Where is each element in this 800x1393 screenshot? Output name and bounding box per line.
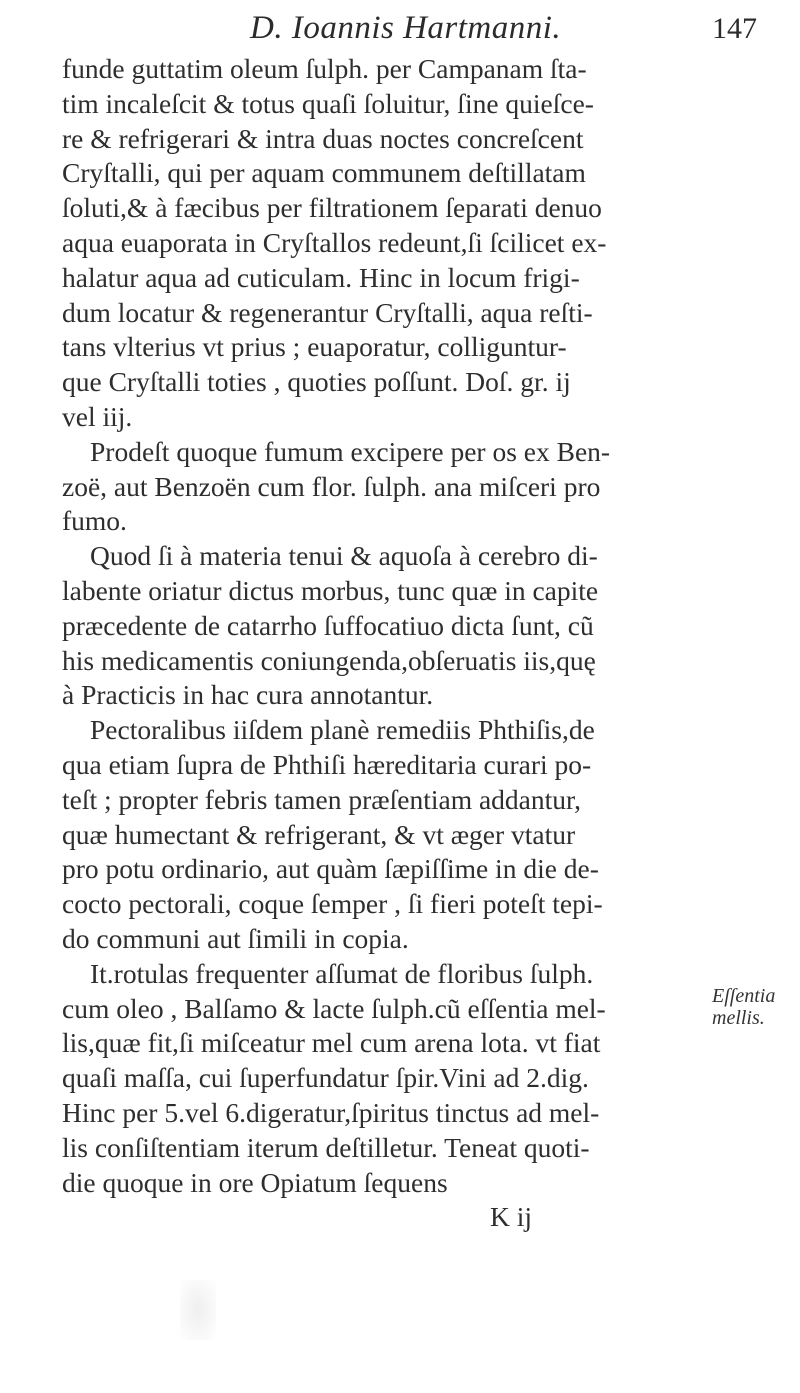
text-line: cum oleo , Balſamo & lacte ſulph.cũ eſſentia mel-: [62, 992, 606, 1024]
text-line: re & refrigerari & intra duas noctes concreſcent: [62, 122, 584, 154]
paragraph-start-line: Quod ſi à materia tenui & aquoſa à cerebro di-: [90, 540, 598, 572]
text-line: que Cryſtalli toties , quoties poſſunt. Doſ. gr. ij: [62, 366, 571, 398]
running-head-title: D. Ioannis Hartmanni.: [250, 10, 562, 46]
text-line: funde guttatim oleum ſulph. per Campanam ſta-: [62, 53, 587, 84]
signature-mark: K ij: [490, 1201, 533, 1233]
text-line: Cryſtalli, qui per aquam communem deſtillatam: [62, 157, 586, 189]
paragraph-start-line: Prodeſt quoque fumum excipere per os ex Ben-: [90, 435, 611, 467]
text-line: cocto pectorali, coque ſemper , ſi fieri poteſt tepi-: [62, 888, 603, 920]
text-line: qua etiam ſupra de Phthiſi hæreditaria curari po-: [62, 748, 592, 780]
text-line: halatur aqua ad cuticulam. Hinc in locum frigi-: [62, 261, 580, 293]
page-number: 147: [712, 12, 757, 45]
paper-smudge: [180, 1280, 216, 1340]
text-line: labente oriatur dictus morbus, tunc quæ in capite: [62, 574, 599, 606]
catchword-line: die quoque in ore Opiatum ſequens: [62, 1166, 448, 1198]
text-line: zoë, aut Benzoën cum flor. ſulph. ana miſceri pro: [62, 470, 601, 502]
text-line: dum locatur & regenerantur Cryſtalli, aqua reſti-: [62, 296, 593, 328]
text-line: vel iij.: [62, 400, 133, 432]
text-line: aqua euaporata in Cryſtallos redeunt,ſi ſcilicet ex-: [62, 226, 607, 258]
text-line: tans vlterius vt prius ; euaporatur, colliguntur-: [62, 331, 567, 363]
body-text: [62, 52, 712, 1235]
text-line: quæ humectant & refrigerant, & vt æger vtatur: [62, 818, 576, 850]
text-line: tim incaleſcit & totus quaſi ſoluitur, ſine quieſce-: [62, 87, 594, 119]
text-line: fumo.: [62, 505, 127, 537]
text-line: quaſi maſſa, cui ſuperfundatur ſpir.Vini ad 2.dig.: [62, 1062, 589, 1094]
margin-note-line: Eſſentia: [712, 985, 776, 1007]
paragraph-start-line: It.rotulas frequenter aſſumat de floribus ſulph.: [90, 957, 594, 989]
text-line: pro potu ordinario, aut quàm ſæpiſſime in die de-: [62, 853, 599, 885]
paragraph-start-line: Pectoralibus iiſdem planè remediis Phthiſis,de: [90, 714, 595, 746]
text-line: præcedente de catarrho ſuffocatiuo dicta ſunt, cũ: [62, 609, 594, 641]
margin-note-line: mellis.: [712, 1007, 765, 1029]
text-line: do communi aut ſimili in copia.: [62, 922, 409, 954]
running-head: [0, 6, 800, 46]
text-line: lis,quæ fit,ſi miſceatur mel cum arena lota. vt fiat: [62, 1027, 601, 1059]
text-line: his medicamentis coniungenda,obſeruatis iis,quę: [62, 644, 596, 676]
text-line: à Practicis in hac cura annotantur.: [62, 679, 434, 711]
text-line: ſoluti,& à fæcibus per filtrationem ſeparati denuo: [62, 192, 602, 224]
text-line: teſt ; propter febris tamen præſentiam addantur,: [62, 783, 581, 815]
margin-note: [712, 985, 798, 1029]
text-line: Hinc per 5.vel 6.digeratur,ſpiritus tinctus ad mel-: [62, 1096, 600, 1128]
text-line: lis conſiſtentiam iterum deſtilletur. Teneat quoti-: [62, 1131, 590, 1163]
